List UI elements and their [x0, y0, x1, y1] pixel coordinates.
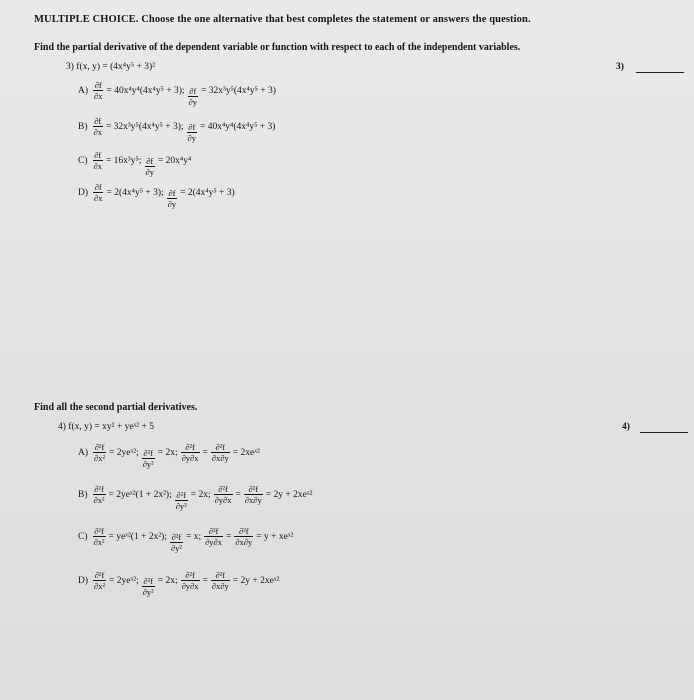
- q4-option-b-label: B): [78, 489, 88, 500]
- q4c-frac-fxx: $\frac{\text{∂²f}}{\text{∂x²}}$: [93, 526, 105, 547]
- q4-option-a-label: A): [78, 447, 89, 458]
- q3b-dfdx-value: = 32x³y⁵(4x⁴y⁵ + 3);: [105, 121, 184, 132]
- q3-option-a[interactable]: [78, 80, 278, 107]
- instruction-second-partials: Find all the second partial derivatives.: [34, 402, 198, 413]
- q3-option-b[interactable]: [78, 116, 277, 143]
- q4b-fyy-value: = 2x;: [190, 489, 211, 500]
- q4b-fxx-value: = 2yeˣ²(1 + 2x²);: [108, 489, 172, 500]
- q3-option-c-label: C): [78, 155, 88, 166]
- q4-option-c-label: C): [78, 531, 88, 542]
- q4c-fyy-value: = x;: [185, 531, 202, 542]
- q4b-frac-fxx: $\frac{\text{∂²f}}{\text{∂x²}}$: [93, 484, 105, 505]
- q4a-frac-fxx: $\frac{\text{∂²f}}{\text{∂x²}}$: [94, 442, 106, 463]
- q4d-frac-fxy: $\frac{\text{∂²f}}{\partial x\partial y}$: [211, 570, 229, 591]
- q3b-frac-dfdy: $\frac{\partial f}{\partial y}$: [187, 122, 196, 143]
- q3d-dfdx-value: = 2(4x⁴y⁵ + 3);: [106, 187, 164, 198]
- q4d-frac-fyx: $\frac{\text{∂²f}}{\partial y\partial x}$: [181, 570, 199, 591]
- q3b-dfdy-value: = 40x⁴y⁴(4x⁴y⁵ + 3): [200, 121, 276, 132]
- q4-option-c[interactable]: [78, 526, 295, 553]
- q3a-dfdy-value: = 32x³y⁵(4x⁴y⁵ + 3): [201, 85, 276, 96]
- q4c-frac-fyx: $\frac{\text{∂²f}}{\partial y\partial x}$: [205, 526, 222, 547]
- q4d-mixed-value: = 2y + 2xeˣ²: [232, 575, 280, 586]
- q4b-frac-fxy: $\frac{\text{∂²f}}{\partial x\partial y}$: [244, 484, 262, 505]
- q4b-mixed-value: = 2y + 2xeˣ²: [265, 489, 313, 500]
- q3d-frac-dfdy: $\frac{\partial f}{\partial y}$: [167, 188, 177, 209]
- q4d-frac-fyy: $\frac{\text{∂²f}}{\text{∂y²}}$: [142, 576, 154, 597]
- question-4-text: 4) f(x, y) = xy² + yeˣ² + 5: [58, 422, 155, 432]
- q3-option-d[interactable]: [78, 182, 237, 209]
- q4a-frac-fyx: $\frac{\text{∂²f}}{\partial y\partial x}$: [181, 442, 199, 463]
- q4c-mixed-value: = y + xeˣ²: [256, 531, 294, 542]
- instruction-partial-derivatives: Find the partial derivative of the dependent variable or function with respect to each of the independent variables.: [34, 42, 521, 53]
- q4a-fyy-value: = 2x;: [157, 447, 178, 458]
- q3d-dfdy-value: = 2(4x⁴y⁵ + 3): [180, 187, 235, 198]
- q3c-frac-dfdy: $\frac{\partial f}{\partial y}$: [145, 156, 154, 177]
- q3a-frac-dfdy: $\frac{\partial f}{\partial y}$: [188, 86, 197, 107]
- q4d-frac-fxx: $\frac{\text{∂²f}}{\text{∂x²}}$: [94, 570, 106, 591]
- q4c-fyx-equals: =: [226, 531, 232, 542]
- q4c-frac-fxy: $\frac{\text{∂²f}}{\partial x\partial y}$: [235, 526, 253, 547]
- q3c-frac-dfdx: $\frac{\partial f}{\partial x}$: [93, 150, 102, 171]
- q4b-frac-fyy: $\frac{\text{∂²f}}{\text{∂y²}}$: [175, 490, 187, 511]
- q3a-dfdx-value: = 40x⁴y⁴(4x⁴y⁵ + 3);: [106, 85, 185, 96]
- question-4-answer-blank[interactable]: [640, 432, 688, 433]
- q3a-frac-dfdx: $\frac{\partial f}{\partial x}$: [94, 80, 103, 101]
- q4-option-d[interactable]: [78, 570, 281, 597]
- question-3-number: 3): [616, 62, 624, 72]
- section-heading: MULTIPLE CHOICE. Choose the one alternative that best completes the statement or answers the question.: [34, 14, 531, 25]
- q3-option-b-label: B): [78, 121, 88, 132]
- q3b-frac-dfdx: $\frac{\partial f}{\partial x}$: [93, 116, 102, 137]
- q4a-frac-fxy: $\frac{\text{∂²f}}{\partial x\partial y}$: [211, 442, 229, 463]
- q4-option-a[interactable]: [78, 442, 262, 469]
- q4a-fxx-value: = 2yeˣ²;: [109, 447, 139, 458]
- question-3-text: 3) f(x, y) = (4x⁴y⁵ + 3)²: [66, 62, 156, 72]
- q4a-frac-fyy: $\frac{\text{∂²f}}{\text{∂y²}}$: [142, 448, 154, 469]
- q4b-frac-fyx: $\frac{\text{∂²f}}{\partial y\partial x}$: [214, 484, 232, 505]
- q4b-fyx-equals: =: [235, 489, 241, 500]
- q3-option-d-label: D): [78, 187, 89, 198]
- q4-option-b[interactable]: [78, 484, 314, 511]
- q4d-fyy-value: = 2x;: [157, 575, 178, 586]
- q4a-mixed-value: = 2xeˣ²: [232, 447, 260, 458]
- q4-option-d-label: D): [78, 575, 89, 586]
- question-3-answer-blank[interactable]: [636, 72, 684, 73]
- q3c-dfdx-value: = 16x³y⁵;: [105, 155, 142, 166]
- q4c-fxx-value: = yeˣ²(1 + 2x²);: [108, 531, 167, 542]
- q4d-fyx-equals: =: [202, 575, 208, 586]
- q3-option-a-label: A): [78, 85, 89, 96]
- q3c-dfdy-value: = 20x⁴y⁴: [157, 155, 192, 166]
- q4a-fyx-equals: =: [202, 447, 208, 458]
- question-4-number: 4): [622, 422, 630, 432]
- q4c-frac-fyy: $\frac{\text{∂²f}}{\text{∂y²}}$: [170, 532, 182, 553]
- q4d-fxx-value: = 2yeˣ²;: [109, 575, 139, 586]
- q3-option-c[interactable]: [78, 150, 193, 177]
- q3d-frac-dfdx: $\frac{\partial f}{\partial x}$: [94, 182, 103, 203]
